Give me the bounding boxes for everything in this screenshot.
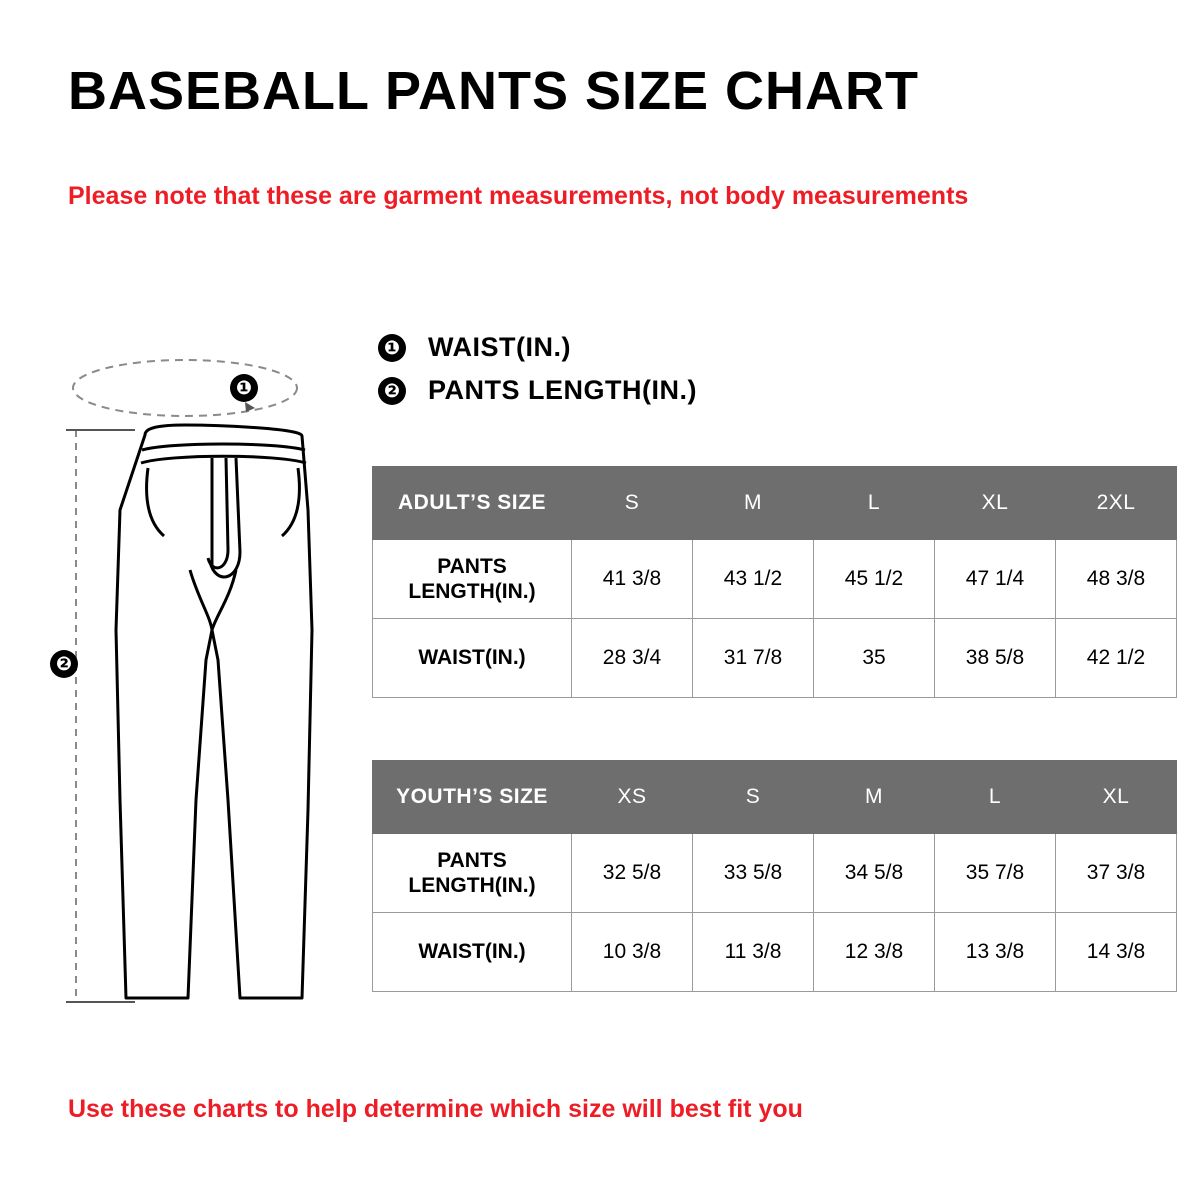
adult-row-label-waist: WAIST(IN.) xyxy=(373,619,572,698)
adult-row-label-length: PANTS LENGTH(IN.) xyxy=(373,540,572,619)
youth-size-table xyxy=(372,760,1177,992)
table-row xyxy=(373,913,1177,992)
legend xyxy=(378,332,697,418)
youth-table-header-row xyxy=(373,761,1177,834)
youth-corner-label: YOUTH’S SIZE xyxy=(373,761,572,834)
adult-size-table xyxy=(372,466,1177,698)
adult-waist-2xl: 42 1/2 xyxy=(1056,619,1177,698)
diagram-marker-one-icon: ❶ xyxy=(230,374,258,402)
youth-length-l: 35 7/8 xyxy=(935,834,1056,913)
youth-waist-xs: 10 3/8 xyxy=(572,913,693,992)
youth-waist-m: 12 3/8 xyxy=(814,913,935,992)
measurement-note: Please note that these are garment measurements, not body measurements xyxy=(68,182,969,210)
youth-col-xs: XS xyxy=(572,761,693,834)
pants-illustration-svg xyxy=(40,330,370,1020)
youth-length-xl: 37 3/8 xyxy=(1056,834,1177,913)
youth-length-s: 33 5/8 xyxy=(693,834,814,913)
legend-item-length xyxy=(378,375,697,406)
adult-waist-xl: 38 5/8 xyxy=(935,619,1056,698)
adult-corner-label: ADULT’S SIZE xyxy=(373,467,572,540)
legend-item-waist xyxy=(378,332,697,363)
youth-col-xl: XL xyxy=(1056,761,1177,834)
youth-waist-xl: 14 3/8 xyxy=(1056,913,1177,992)
youth-col-s: S xyxy=(693,761,814,834)
legend-label-length: PANTS LENGTH(IN.) xyxy=(428,375,697,405)
adult-col-s: S xyxy=(572,467,693,540)
adult-length-l: 45 1/2 xyxy=(814,540,935,619)
adult-length-2xl: 48 3/8 xyxy=(1056,540,1177,619)
marker-two-icon: ❷ xyxy=(378,377,406,405)
pants-diagram xyxy=(40,330,370,1020)
adult-col-2xl: 2XL xyxy=(1056,467,1177,540)
adult-length-m: 43 1/2 xyxy=(693,540,814,619)
adult-length-s: 41 3/8 xyxy=(572,540,693,619)
adult-length-xl: 47 1/4 xyxy=(935,540,1056,619)
table-row xyxy=(373,540,1177,619)
adult-waist-s: 28 3/4 xyxy=(572,619,693,698)
youth-row-label-waist: WAIST(IN.) xyxy=(373,913,572,992)
legend-label-waist: WAIST(IN.) xyxy=(428,332,571,362)
youth-length-xs: 32 5/8 xyxy=(572,834,693,913)
adult-table-header-row xyxy=(373,467,1177,540)
youth-row-label-length: PANTS LENGTH(IN.) xyxy=(373,834,572,913)
table-row xyxy=(373,834,1177,913)
youth-waist-s: 11 3/8 xyxy=(693,913,814,992)
adult-col-xl: XL xyxy=(935,467,1056,540)
adult-col-l: L xyxy=(814,467,935,540)
page-title: BASEBALL PANTS SIZE CHART xyxy=(68,61,920,121)
footer-note: Use these charts to help determine which size will best fit you xyxy=(68,1095,803,1123)
youth-col-l: L xyxy=(935,761,1056,834)
adult-waist-m: 31 7/8 xyxy=(693,619,814,698)
adult-waist-l: 35 xyxy=(814,619,935,698)
youth-waist-l: 13 3/8 xyxy=(935,913,1056,992)
marker-one-icon: ❶ xyxy=(378,334,406,362)
youth-length-m: 34 5/8 xyxy=(814,834,935,913)
adult-col-m: M xyxy=(693,467,814,540)
youth-col-m: M xyxy=(814,761,935,834)
table-row xyxy=(373,619,1177,698)
diagram-marker-two-icon: ❷ xyxy=(50,650,78,678)
